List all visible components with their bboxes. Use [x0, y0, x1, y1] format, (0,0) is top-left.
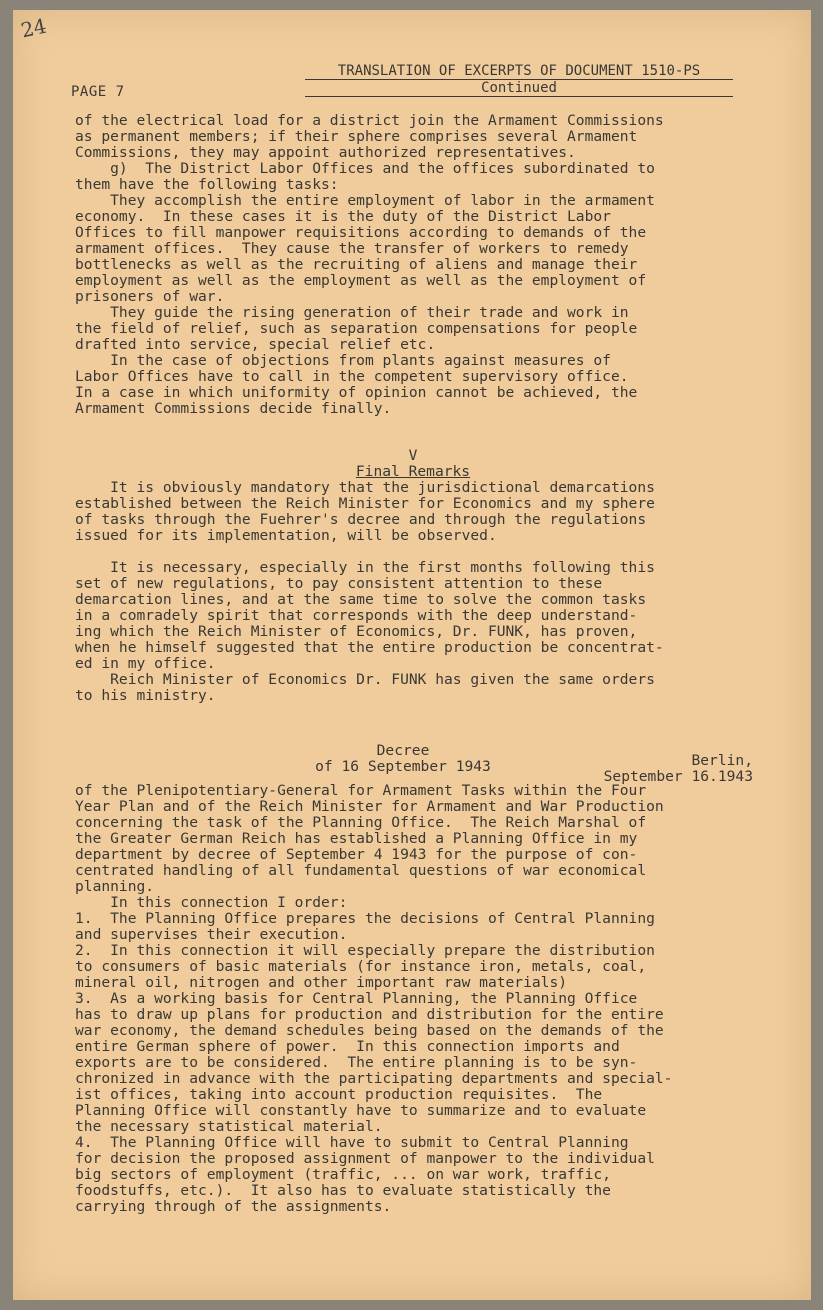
decree-title: Decree [376, 742, 430, 759]
section-numeral: V [408, 447, 418, 464]
decree-heading [293, 743, 513, 775]
section-heading [75, 464, 751, 480]
decree-date: of 16 September 1943 [315, 758, 491, 775]
section-g-text: of the electrical load for a district join the Armament Commissions as permanent members; if their sphere comprises several Armament Commissions, they may appoint authorized representatives. g) The District Labor Offices and the offices subordinated to them have the following tasks: They accomplish the entire employment of labor in the armament economy. In these cases it is the duty of the District Labor Offices to fill manpower requisitions according to demands of the armament offices. They cause the transfer of workers to remedy bottlenecks as well as the recruiting of aliens and manage their employment as well as the employment as well as the employment of prisoners of war. They guide the rising generation of their trade and work in the field of relief, such as separation compensations for people drafted into service, special relief etc. In the case of objections from plants against measures of Labor Offices have to call in the competent supervisory office. In a case in which uniformity of opinion cannot be achieved, the Armament Commissions decide finally. [75, 112, 664, 417]
final-remarks-paragraph-1: It is obviously mandatory that the jurisdictional demarcations established between the Reich Minister for Economics and my sphere of tasks through the Fuehrer's decree and through the regulations issued for its implementation, will be observed. [75, 479, 655, 544]
decree-place-date-line: September 16.1943 [603, 768, 753, 785]
document-page [13, 10, 811, 1300]
final-remarks-paragraph-2: It is necessary, especially in the first months following this set of new regulations, to pay consistent attention to these demarcation lines, and at the same time to solve the common tasks in a comradely spirit that corresponds with the deep understand- ing which the Reich Minister of Economics, Dr. FUNK, has proven, when he himself suggested that the entire production be concentrat- ed in my office. Reich Minister of Economics Dr. FUNK has given the same orders to his ministry. [75, 559, 664, 704]
document-title: TRANSLATION OF EXCERPTS OF DOCUMENT 1510-PS [305, 63, 733, 80]
final-remarks-heading: Final Remarks [355, 463, 471, 480]
page-number: PAGE 7 [71, 84, 125, 100]
decree-place-date [543, 753, 753, 785]
document-subtitle: Continued [305, 80, 733, 97]
decree-body: of the Plenipotentiary-General for Armament Tasks within the Four Year Plan and of the Reich Minister for Armament and War Production concerning the task of the Planning Office. The Reich Marshal of the Greater German Reich has established a Planning Office in my department by decree of September 4 1943 for the purpose of con- centrated handling of all fundamental questions of war economical planning. In this connection I order: 1. The Planning Office prepares the decisions of Central Planning and supervises their execution. 2. In this connection it will especially prepare the distribution to consumers of basic materials (for instance iron, metals, coal, mineral oil, nitrogen and other important raw materials) 3. As a working basis for Central Planning, the Planning Office has to draw up plans for production and distribution for the entire war economy, the demand schedules being based on the demands of the entire German sphere of power. In this connection imports and exports are to be considered. The entire planning is to be syn- chronized in advance with the participating departments and special- ist offices, taking into account production requisites. The Planning Office will constantly have to summarize and to evaluate the necessary statistical material. 4. The Planning Office will have to submit to Central Planning for decision the proposed assignment of manpower to the individual big sectors of employment (traffic, ... on war work, traffic, foodstuffs, etc.). It also has to evaluate statistically the carrying through of the assignments. [75, 782, 673, 1215]
handwritten-page-number: 24 [18, 13, 49, 43]
decree-place: Berlin, [691, 752, 753, 769]
